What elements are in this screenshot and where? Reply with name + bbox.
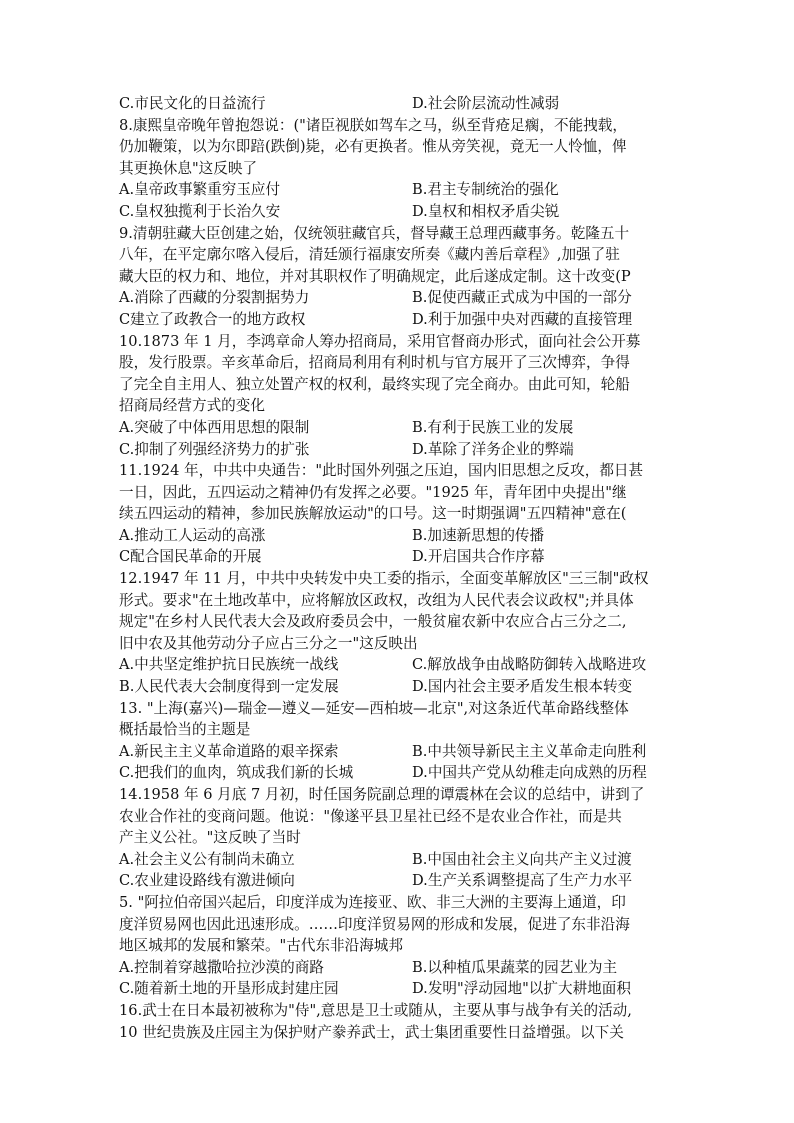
q12-stem-line: 形式。要求"在土地改革中，应将解放区政权，改组为人民代表会议政权";并具体 <box>119 591 634 609</box>
q8-stem-line: 其更换休息"这反映了 <box>119 159 258 177</box>
q15-option-a: A.控制着穿越撒哈拉沙漠的商路 <box>119 958 324 976</box>
q8-option-d: D.皇权和相权矛盾尖锐 <box>412 202 560 220</box>
q16-stem-line: 16.武士在日本最初被称为"侍",意思是卫士或随从，主要从事与战争有关的活动, <box>119 1001 632 1019</box>
q7-option-c: C.市民文化的日益流行 <box>119 95 266 112</box>
q12-stem-line: 规定"在乡村人民代表大会及政府委员会中，一般贫雇农新中农应合占三分之二, <box>119 613 627 631</box>
q12-options-row <box>119 676 679 698</box>
q15-option-b: B.以种植瓜果蔬菜的园艺业为主 <box>412 958 618 976</box>
q9-stem-line: 9.清朝驻藏大臣创建之始，仅统领驻藏官兵，督导藏王总理西藏事务。乾隆五十 <box>119 224 630 242</box>
q15-stem-line: 度洋贸易网也因此迅速形成。……印度洋贸易网的形成和发展，促进了东非沿海 <box>119 915 630 933</box>
q9-options-row <box>119 309 679 331</box>
q15-option-c: C.随着新土地的开垦形成封建庄园 <box>119 980 339 998</box>
q14-options-row <box>119 849 679 871</box>
q13-stem-line: 13. "上海(嘉兴)—瑞金—遵义—延安—西柏坡—北京",对这条近代革命路线整体 <box>119 699 629 717</box>
q9-option-b: B.促使西藏正式成为中国的一部分 <box>412 289 632 307</box>
q8-options-row <box>119 201 679 223</box>
q10-stem-line: 招商局经营方式的变化 <box>119 397 265 415</box>
q14-stem-line: 农业合作社的变商问题。他说："像遂平县卫星社已经不是农业合作社，而是共 <box>119 807 622 825</box>
q10-options-row <box>119 417 679 439</box>
q15-stem-line: 5. "阿拉伯帝国兴起后，印度洋成为连接亚、欧、非三大洲的主要海上通道，印 <box>119 893 626 911</box>
exam-page <box>119 93 679 1043</box>
q11-options-row <box>119 546 679 568</box>
q13-option-a: A.新民主主义革命道路的艰辛探索 <box>119 742 339 760</box>
q11-stem-line: 续五四运动的精神，参加民族解放运动"的口号。这一时期强调"五四精神"意在( <box>119 505 627 523</box>
q12-stem-line: 12.1947 年 11 月，中共中央转发中央工委的指示，全面变革解放区"三三制"政权 <box>119 570 649 588</box>
q13-option-b: B.中共领导新民主主义革命走向胜利 <box>412 742 647 760</box>
q11-option-a: A.推动工人运动的高涨 <box>119 526 266 544</box>
q8-option-b: B.君主专制统治的强化 <box>412 181 559 199</box>
q9-stem-line: 八年，在平定廓尔喀入侵后，清廷颁行福康安所奏《藏内善后章程》,加强了驻 <box>119 246 620 264</box>
q10-stem-line: 10.1873 年 1 月，李鸿章命人筹办招商局，采用官督商办形式，面向社会公开募 <box>119 332 641 350</box>
q10-option-a: A.突破了中体西用思想的限制 <box>119 418 310 436</box>
q14-option-c: C.农业建设路线有激进倾向 <box>119 872 295 890</box>
q12-options-row <box>119 654 679 676</box>
q15-stem-line: 地区城邦的发展和繁荣。"古代东非沿海城邦 <box>119 937 403 955</box>
q14-options-row <box>119 870 679 892</box>
q13-option-c: C.把我们的血肉，筑成我们新的长城 <box>119 764 354 782</box>
q14-option-a: A.社会主义公有制尚未确立 <box>119 850 295 868</box>
q9-options-row <box>119 287 679 309</box>
q14-option-d: D.生产关系调整提高了生产力水平 <box>412 872 633 890</box>
q7-option-d: D.社会阶层流动性减弱 <box>412 95 560 112</box>
q8-stem-line: 仍加鞭策，以为尔即踣(跌倒)毙，必有更换者。惟从旁笑视，竟无一人怜恤，俾 <box>119 138 627 156</box>
q12-option-d: D.国内社会主要矛盾发生根本转变 <box>412 678 633 696</box>
q8-options-row <box>119 179 679 201</box>
q13-options-row <box>119 762 679 784</box>
q14-stem-line: 14.1958 年 6 月底 7 月初，时任国务院副总理的谭震林在会议的总结中，讲到了 <box>119 786 645 803</box>
q8-option-a: A.皇帝政事繁重穷玉应付 <box>119 181 281 199</box>
q9-option-c: C建立了政教合一的地方政权 <box>119 310 306 328</box>
q10-option-c: C.抑制了列强经济势力的扩张 <box>119 440 310 458</box>
q15-option-d: D.发明"浮动园地"以扩大耕地面积 <box>412 980 631 998</box>
q9-option-d: D.利于加强中央对西藏的直接管理 <box>412 310 633 328</box>
q8-stem-line: 8.康熙皇帝晚年曾抱怨说：("诸臣视朕如驾车之马，纵至背疮足瘸，不能拽载， <box>119 116 627 134</box>
q12-option-c: C.解放战争由战略防御转入战略进攻 <box>412 656 647 674</box>
q11-stem-line: 一日，因此，五四运动之精神仍有发挥之必要。"1925 年，青年团中央提出"继 <box>119 483 627 501</box>
q12-stem-line: 旧中农及其他劳动分子应占三分之一"这反映出 <box>119 634 418 652</box>
q15-options-row <box>119 957 679 979</box>
q10-options-row <box>119 439 679 461</box>
q14-stem-line: 产主义公社。"这反映了当时 <box>119 829 301 847</box>
q11-option-c: C配合国民革命的开展 <box>119 548 262 566</box>
q7-options-row <box>119 93 679 115</box>
q14-option-b: B.中国由社会主义向共产主义过渡 <box>412 850 632 868</box>
q11-stem-line: 11.1924 年，中共中央通告："此时国外列强之压迫，国内旧思想之反攻，都日甚 <box>119 462 644 480</box>
q10-option-b: B.有利于民族工业的发展 <box>412 418 574 436</box>
q13-option-d: D.中国共产党从幼稚走向成熟的历程 <box>412 764 647 782</box>
q8-option-c: C.皇权独揽利于长治久安 <box>119 202 281 220</box>
q10-stem-line: 了完全自主用人、独立处置产权的权利，最终实现了完全商办。由此可知，轮船 <box>119 375 630 393</box>
q16-stem-line: 10 世纪贵族及庄园主为保护财产豢养武士，武士集团重要性日益增强。以下关 <box>119 1023 624 1041</box>
q11-option-d: D.开启国共合作序幕 <box>412 548 545 566</box>
q13-options-row <box>119 741 679 763</box>
q13-stem-line: 概括最恰当的主题是 <box>119 721 251 739</box>
q11-options-row <box>119 525 679 547</box>
q10-stem-line: 股，发行股票。辛亥革命后，招商局利用有利时机与官方展开了三次博弈，争得 <box>119 354 630 372</box>
q12-option-b: B.人民代表大会制度得到一定发展 <box>119 678 339 696</box>
q15-options-row <box>119 978 679 1000</box>
q11-option-b: B.加速新思想的传播 <box>412 526 545 544</box>
q9-option-a: A.消除了西藏的分裂割据势力 <box>119 289 310 307</box>
q12-option-a: A.中共坚定维护抗日民族统一战线 <box>119 656 339 674</box>
q9-stem-line: 藏大臣的权力和、地位，并对其职权作了明确规定，此后遂成定制。这十改变(P <box>119 267 631 285</box>
q10-option-d: D.革除了洋务企业的弊端 <box>412 440 574 458</box>
